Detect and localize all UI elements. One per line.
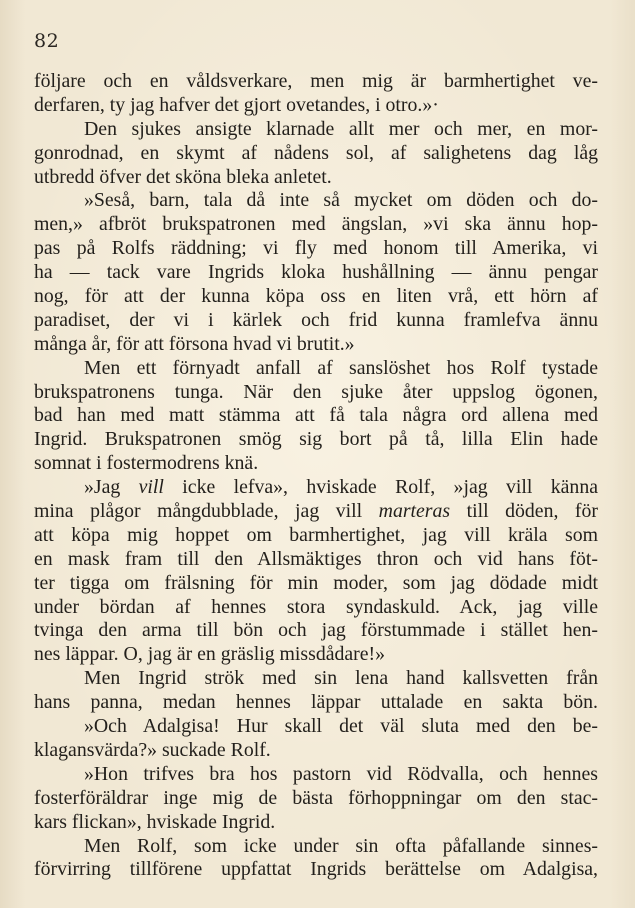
text-line (34, 500, 598, 524)
text-line: utbredd öfver det sköna bleka anletet. (34, 165, 332, 188)
text-line: ter tigga om frälsning för min moder, som jag dödade midt (34, 571, 598, 594)
text-line: följare och en våldsverkare, men mig är barmhertighet ve- (34, 70, 598, 92)
page-number: 82 (34, 30, 60, 52)
text-line: ha — tack vare Ingrids kloka hushållning — ännu pengar (34, 261, 598, 284)
emphasis-text: marteras (378, 500, 451, 523)
text-line: tvinga den arma till bön och jag förstummade i stället hen- (34, 619, 598, 642)
text-line: nog, för att der kunna köpa oss en liten vrå, ett hörn af (34, 285, 598, 308)
text-line: hans panna, medan hennes läppar uttalade en sakta bön. (34, 691, 598, 714)
text-line: fosterföräldrar inge mig de bästa förhoppningar om den stac- (34, 786, 598, 809)
text-line: nes läppar. O, jag är en gräslig missdådare!» (34, 643, 386, 666)
text-line: gonrodnad, en skymt af nådens sol, af salighetens dag låg (34, 141, 598, 164)
text-line (34, 476, 598, 500)
text-line: Men ett förnyadt anfall af sanslöshet hos Rolf tystade (84, 356, 598, 379)
text-line: Den sjukes ansigte klarnade allt mer och mer, en mor- (84, 117, 598, 140)
text-line: att köpa mig hoppet om barmhertighet, jag vill kräla som (34, 523, 598, 546)
text-line: förvirring tillförene uppfattat Ingrids berättelse om Adalgisa, (34, 858, 598, 881)
text-line: brukspatronens tunga. När den sjuke åter uppslog ögonen, (34, 380, 598, 403)
text-line: »Och Adalgisa! Hur skall det väl sluta med den be- (84, 715, 598, 738)
text-line: kars flickan», hviskade Ingrid. (34, 810, 276, 833)
body-text (34, 70, 598, 882)
text-line: pas på Rolfs räddning; vi fly med honom till Amerika, vi (34, 237, 598, 260)
text-fragment: »Jag (84, 476, 139, 499)
text-line: paradiset, der vi i kärlek och frid kunna framlefva ännu (34, 308, 598, 331)
text-line: men,» afbröt brukspatronen med ängslan, »vi ska ännu hop- (34, 213, 598, 236)
text-line: Men Ingrid strök med sin lena hand kallsvetten från (84, 667, 598, 690)
text-line: »Hon trifves bra hos pastorn vid Rödvalla, och hennes (84, 762, 598, 785)
text-line: Men Rolf, som icke under sin ofta påfallande sinnes- (84, 834, 598, 857)
emphasis-text: vill (138, 476, 164, 499)
text-line: »Seså, barn, tala då inte så mycket om döden och do- (84, 189, 598, 212)
text-line: derfaren, ty jag hafver det gjort ovetandes, i otro.»· (34, 93, 439, 116)
text-line: somnat i fostermodrens knä. (34, 452, 259, 475)
text-fragment: mina plågor mångdubblade, jag vill (34, 500, 363, 523)
text-line: bad han med matt stämma att få tala några ord allena med (34, 404, 598, 427)
text-line: under bördan af hennes stora syndaskuld. Ack, jag ville (34, 595, 598, 618)
text-line: en mask fram till den Allsmäktiges thron och vid hans föt- (34, 547, 598, 570)
text-line: många år, för att försona hvad vi brutit.» (34, 332, 355, 355)
text-fragment: icke lefva», hviskade Rolf, »jag vill känna (163, 476, 598, 499)
text-line: Ingrid. Brukspatronen smög sig bort på tå, lilla Elin hade (34, 428, 598, 451)
text-line: klagansvärda?» suckade Rolf. (34, 738, 271, 761)
text-fragment: till döden, för (450, 500, 598, 523)
